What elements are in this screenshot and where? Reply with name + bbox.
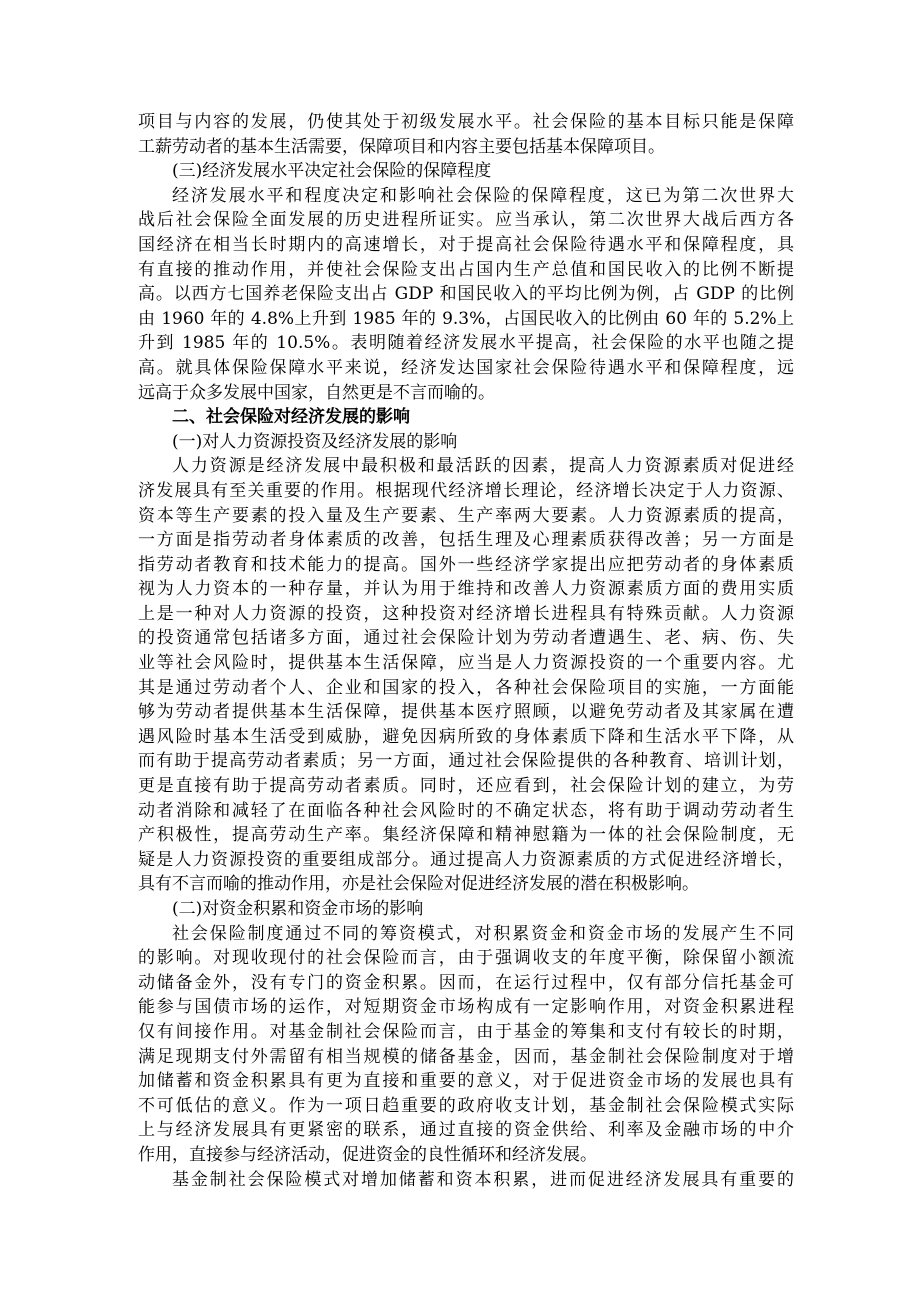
text-line: 项目与内容的发展，仍使其处于初级发展水平。社会保险的基本目标只能是保障	[138, 112, 794, 132]
text-line: 经济发展水平和程度决定和影响社会保险的保障程度，这已为第二次世界大	[172, 185, 794, 206]
text-line: 而有助于提高劳动者素质；另一方面，通过社会保险提供的各种教育、培训计划，	[138, 751, 794, 772]
text-line: 上与经济发展具有更紧密的联系，通过直接的资金供给、利率及金融市场的中介	[138, 1120, 794, 1141]
text-line: 加储蓄和资金积累具有更为直接和重要的意义，对于促进资金市场的发展也具有	[138, 1071, 794, 1092]
text-line: 有直接的推动作用，并使社会保险支出占国内生产总值和国民收入的比例不断提	[138, 259, 794, 280]
text-line: 升到 1985 年的 10.5%。表明随着经济发展水平提高，社会保险的水平也随之提	[138, 333, 794, 354]
text-line: (一)对人力资源投资及经济发展的影响	[172, 431, 458, 452]
text-line: 由 1960 年的 4.8%上升到 1985 年的 9.3%，占国民收入的比例由 60 年的 5.2%上	[138, 308, 794, 329]
text-line: 遇风险时基本生活受到威胁，避免因病所致的身体素质下降和生活水平下降，从	[138, 726, 794, 747]
text-line: 作用，直接参与经济活动，促进资金的良性循环和经济发展。	[138, 1144, 597, 1165]
text-line: 国经济在相当长时期内的高速增长，对于提高社会保险待遇水平和保障程度，具	[138, 234, 794, 255]
text-line: 动者消除和减轻了在面临各种社会风险时的不确定状态，将有助于调动劳动者生	[138, 800, 794, 821]
text-line: 动储备金外，没有专门的资金积累。因而，在运行过程中，仅有部分信托基金可	[138, 972, 794, 993]
text-line: (二)对资金积累和资金市场的影响	[172, 899, 424, 919]
text-line: 战后社会保险全面发展的历史进程所证实。应当承认，第二次世界大战后西方各	[138, 210, 794, 231]
text-line: 够为劳动者提供基本生活保障，提供基本医疗照顾，以避免劳动者及其家属在遭	[138, 702, 794, 723]
text-line: 一方面是指劳动者身体素质的改善，包括生理及心理素质获得改善；另一方面是	[138, 530, 794, 551]
text-line: 资本等生产要素的投入量及生产要素、生产率两大要素。人力资源素质的提高，	[138, 505, 794, 526]
text-line: 高。就具体保险保障水平来说，经济发达国家社会保险待遇水平和保障程度，远	[138, 357, 794, 378]
paragraph	[138, 1168, 794, 1193]
text-line: 二、社会保险对经济发展的影响	[172, 407, 410, 428]
chapter-heading	[138, 405, 794, 430]
text-line: 业等社会风险时，提供基本生活保障，应当是人力资源投资的一个重要内容。尤	[138, 653, 794, 674]
text-line: 仅有间接作用。对基金制社会保险而言，由于基金的筹集和支付有较长的时期，	[138, 1021, 794, 1042]
text-line: 社会保险制度通过不同的筹资模式，对积累资金和资金市场的发展产生不同	[172, 923, 794, 944]
text-line: 人力资源是经济发展中最积极和最活跃的因素，提高人力资源素质对促进经	[172, 456, 794, 477]
text-line: 更是直接有助于提高劳动者素质。同时，还应看到，社会保险计划的建立，为劳	[138, 776, 794, 797]
text-line: 远高于众多发展中国家，自然更是不言而喻的。	[138, 382, 495, 403]
text-line: 上是一种对人力资源的投资，这种投资对经济增长进程具有特殊贡献。人力资源	[138, 603, 794, 624]
text-line: 视为人力资本的一种存量，并认为用于维持和改善人力资源素质方面的费用实质	[138, 579, 794, 600]
section-heading	[138, 430, 794, 455]
text-line: 满足现期支付外需留有相当规模的储备基金，因而，基金制社会保险制度对于增	[138, 1046, 794, 1067]
text-line: 的投资通常包括诸多方面，通过社会保险计划为劳动者遭遇生、老、病、伤、失	[138, 628, 794, 649]
paragraph	[138, 110, 794, 159]
text-line: 济发展具有至关重要的作用。根据现代经济增长理论，经济增长决定于人力资源、	[138, 480, 794, 501]
document-page	[138, 110, 794, 1192]
text-line: 指劳动者教育和技术能力的提高。国外一些经济学家提出应把劳动者的身体素质	[138, 554, 794, 575]
section-heading	[138, 159, 794, 184]
text-line: 工薪劳动者的基本生活需要，保障项目和内容主要包括基本保障项目。	[138, 136, 665, 157]
text-line: 其是通过劳动者个人、企业和国家的投入，各种社会保险项目的实施，一方面能	[138, 677, 794, 698]
text-line: 不可低估的意义。作为一项日趋重要的政府收支计划，基金制社会保险模式实际	[138, 1095, 794, 1116]
text-line: 高。以西方七国养老保险支出占 GDP 和国民收入的平均比例为例，占 GDP 的比例	[138, 284, 794, 305]
text-line: (三)经济发展水平决定社会保险的保障程度	[172, 161, 492, 182]
text-line: 基金制社会保险模式对增加储蓄和资本积累，进而促进经济发展具有重要的	[172, 1169, 794, 1190]
paragraph	[138, 922, 794, 1168]
text-line: 能参与国债市场的运作，对短期资金市场构成有一定影响作用，对资金积累进程	[138, 997, 794, 1018]
text-line: 产积极性，提高劳动生产率。集经济保障和精神慰籍为一体的社会保险制度，无	[138, 825, 794, 846]
text-line: 具有不言而喻的推动作用，亦是社会保险对促进经济发展的潜在积极影响。	[138, 874, 699, 895]
text-line: 疑是人力资源投资的重要组成部分。通过提高人力资源素质的方式促进经济增长，	[138, 849, 794, 870]
paragraph	[138, 454, 794, 897]
paragraph	[138, 184, 794, 405]
section-heading	[138, 897, 794, 922]
text-line: 的影响。对现收现付的社会保险而言，由于强调收支的年度平衡，除保留小额流	[138, 948, 794, 969]
